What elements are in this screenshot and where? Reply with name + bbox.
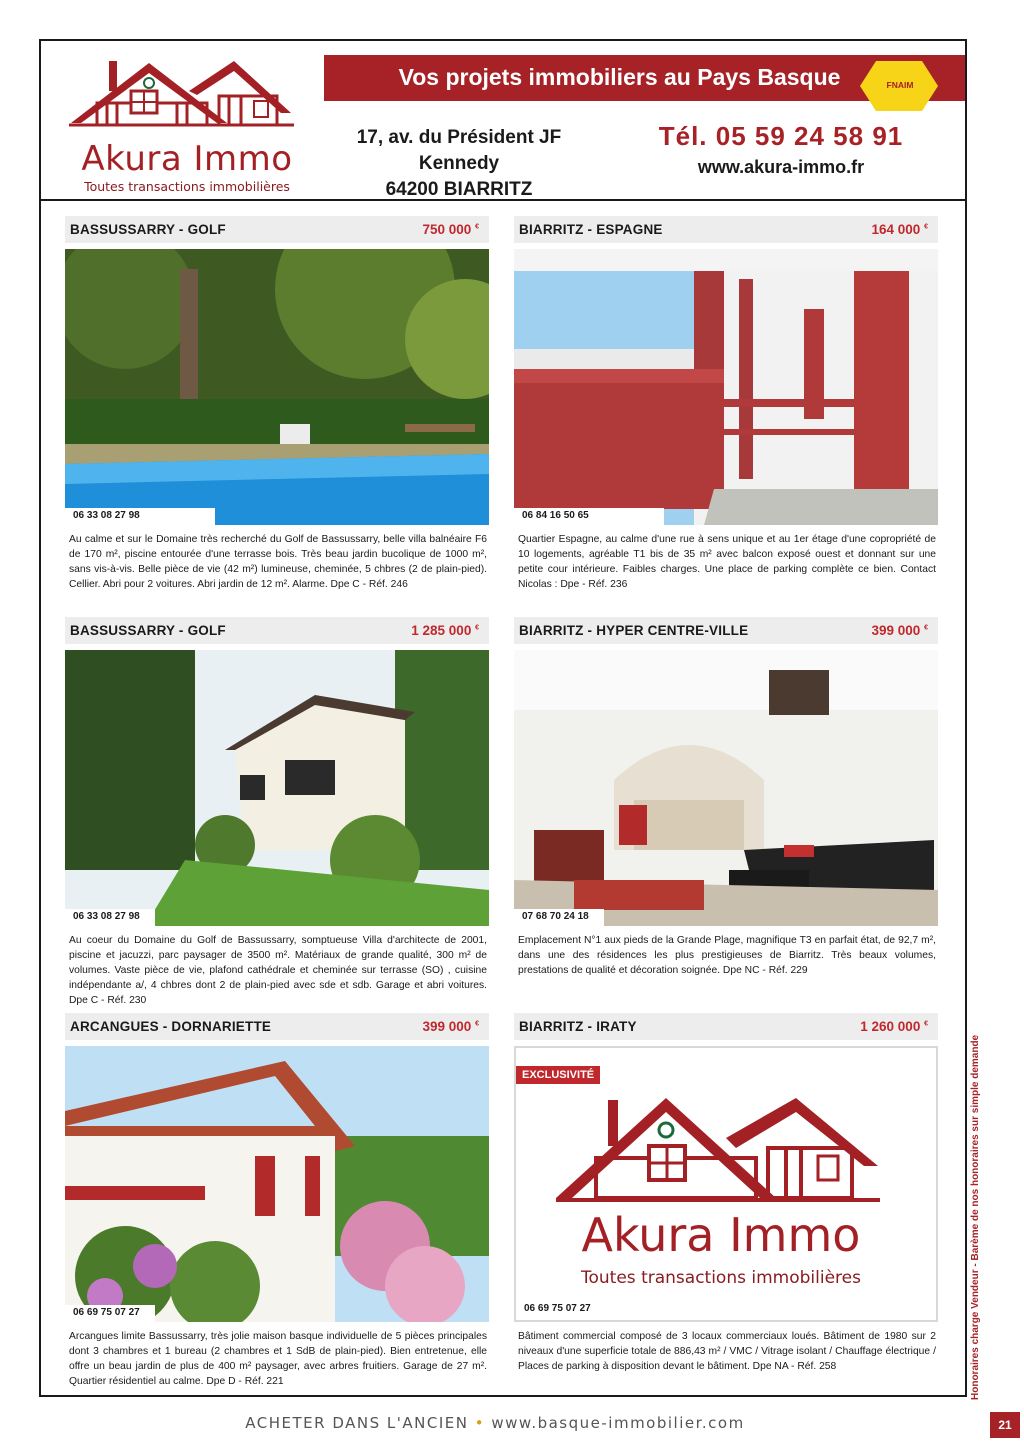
listing-photo-basque-house[interactable] (65, 1046, 489, 1322)
listing-header (65, 617, 489, 644)
listing-description: Quartier Espagne, au calme d'une rue à sens unique et au 1er étage d'une copropriété de 10 logements, agréable T1 bis de 35 m² avec balcon exposé ouest et donnant sur une petite cour intérieure. Faibles charges. Une place de parking complète ce bien. Contact Nicolas : Dpe - Réf. 236 (518, 534, 936, 590)
listing-description: Emplacement N°1 aux pieds de la Grande Plage, magnifique T3 en parfait état, de 92,7 m², dans une des résidences les plus prestigieuses de Biarritz. Très beaux volumes, prestations de qualité et décoration soignée. Dpe NC - Réf. 229 (518, 935, 936, 976)
exclusivity-badge: EXCLUSIVITÉ (516, 1066, 600, 1084)
phone-strip (65, 508, 215, 525)
listing-header (514, 216, 938, 243)
listing-header (65, 1013, 489, 1040)
listing-phone[interactable]: 06 33 08 27 98 (73, 911, 140, 922)
page-number: 21 (990, 1412, 1020, 1438)
listing-price: 399 000 € (422, 1019, 479, 1034)
agency-phone[interactable]: Tél. 05 59 24 58 91 (658, 121, 904, 151)
listing-photo-balcony[interactable] (514, 249, 938, 525)
house-logo-icon (69, 51, 299, 141)
footer-separator: • (474, 1414, 486, 1432)
footer-website[interactable]: www.basque-immobilier.com (491, 1414, 745, 1432)
agency-address (319, 125, 599, 203)
address-line-2: 64200 BIARRITZ (385, 179, 533, 200)
agency-website[interactable]: www.akura-immo.fr (697, 157, 865, 177)
page-footer (0, 1414, 990, 1432)
phone-strip (65, 909, 155, 926)
listing-phone[interactable]: 06 69 75 07 27 (524, 1303, 591, 1314)
listing-phone[interactable]: 06 33 08 27 98 (73, 510, 140, 521)
address-line-1: 17, av. du Président JF Kennedy (356, 127, 562, 174)
listing-phone[interactable]: 06 84 16 50 65 (522, 510, 589, 521)
listing-photo-exclusive[interactable] (514, 1046, 938, 1322)
agency-header (41, 41, 965, 201)
listing-header (514, 1013, 938, 1040)
listing-price: 164 000 € (871, 222, 928, 237)
listing-title: BASSUSSARRY - GOLF (70, 623, 226, 638)
phone-strip (65, 1305, 155, 1322)
phone-strip (514, 909, 604, 926)
listing-photo-villa[interactable] (65, 650, 489, 926)
logo-tagline: Toutes transactions immobilières (581, 1268, 861, 1288)
listing-header (65, 216, 489, 243)
listing-description: Au calme et sur le Domaine très recherché du Golf de Bassussarry, belle villa balnéaire F6 de 170 m², piscine entourée d'une terrasse bois. Très beau jardin bucolique de 1000 m², sans vis-à-vis. Belle pièce de vie (42 m²) lumineuse, cheminée, 5 chbres (2 de plain-pied). Cellier. Abri pour 2 voitures. Abri jardin de 12 m². Alarme. Dpe C - Réf. 246 (69, 534, 487, 590)
headline-text: Vos projets immobiliers au Pays Basque (398, 64, 841, 90)
listing-title: BIARRITZ - IRATY (519, 1019, 637, 1034)
listing-title: BIARRITZ - ESPAGNE (519, 222, 663, 237)
listing-price: 1 285 000 € (411, 623, 479, 638)
listing-phone[interactable]: 06 69 75 07 27 (73, 1307, 140, 1318)
phone-strip (514, 508, 664, 525)
listing-price: 1 260 000 € (860, 1019, 928, 1034)
listing-price: 399 000 € (871, 623, 928, 638)
phone-strip (516, 1301, 666, 1318)
headline-banner (324, 55, 965, 101)
listing-description: Au coeur du Domaine du Golf de Bassussarry, somptueuse Villa d'architecte de 2001, piscine et jacuzzi, parc paysager de 3500 m². Matériaux de grande qualité, 300 m² de volumes. Vaste pièce de vie, plafond cathédrale et cheminée sur terrasse (SO) , cuisine indépendante a/, 4 chbres dont 2 de plain-pied avec sde et sdb. Garage et abri voitures. Dpe C - Réf. 230 (69, 935, 487, 1006)
logo-name: Akura Immo (581, 1208, 861, 1262)
agency-logo[interactable] (69, 51, 299, 196)
listing-title: BIARRITZ - HYPER CENTRE-VILLE (519, 623, 749, 638)
footer-section: ACHETER DANS L'ANCIEN (245, 1414, 469, 1432)
fnaim-label: FNAIM (886, 80, 914, 90)
listing-description: Arcangues limite Bassussarry, très jolie maison basque individuelle de 5 pièces principales dont 3 chambres et 1 bureau (2 chambres et 1 SdB de plain-pied). Bien entretenue, elle offre un beau jardin de plus de 400 m² paysager, avec arbres fruitiers. Garage de 27 m². Quartier résidentiel au calme. Dpe D - Réf. 221 (69, 1331, 487, 1387)
listing-header (514, 617, 938, 644)
listing-title: BASSUSSARRY - GOLF (70, 222, 226, 237)
listing-title: ARCANGUES - DORNARIETTE (70, 1019, 272, 1034)
logo-tagline: Toutes transactions immobilières (84, 179, 290, 194)
fees-side-note: Honoraires charge Vendeur - Barème de nos honoraires sur simple demande (970, 1034, 981, 1400)
listing-price: 750 000 € (422, 222, 479, 237)
logo-name: Akura Immo (81, 139, 293, 179)
listing-photo-livingroom[interactable] (514, 650, 938, 926)
listing-description: Bâtiment commercial composé de 3 locaux commerciaux loués. Bâtiment de 1980 sur 2 niveaux d'une superficie totale de 886,43 m² / VMC / Vitrage isolant / Chauffage électrique / Places de parking à disposition devant le bâtiment. Dpe NA - Réf. 258 (518, 1331, 936, 1372)
listing-phone[interactable]: 07 68 70 24 18 (522, 911, 589, 922)
listing-photo-pool[interactable] (65, 249, 489, 525)
